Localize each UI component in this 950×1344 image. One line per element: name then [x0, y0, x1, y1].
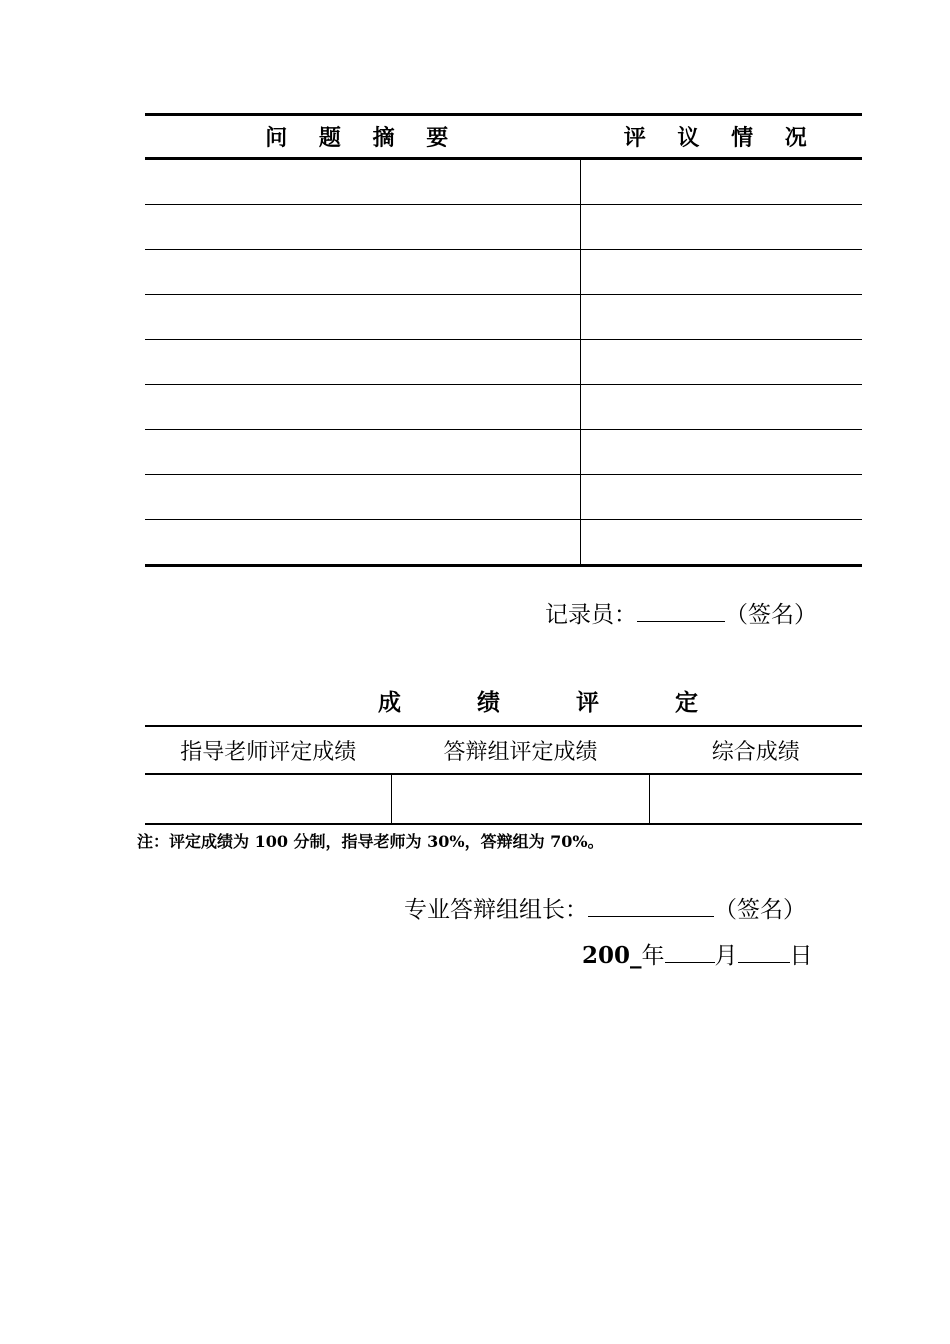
question-cell[interactable]: [145, 340, 581, 385]
comment-cell[interactable]: [581, 159, 863, 205]
comment-cell[interactable]: [581, 250, 863, 295]
qa-row: [145, 475, 862, 520]
leader-sign-hint: （签名）: [714, 897, 806, 923]
comment-cell[interactable]: [581, 385, 863, 430]
question-summary-header: 问 题 摘 要: [145, 115, 581, 159]
qa-row: [145, 340, 862, 385]
year-prefix: 200_: [582, 942, 642, 969]
recorder-signature-blank[interactable]: [637, 599, 725, 622]
advisor-grade-header: 指导老师评定成绩: [145, 726, 392, 774]
review-comments-header: 评 议 情 况: [581, 115, 863, 159]
grade-table: [145, 725, 862, 825]
final-grade-header: 综合成绩: [650, 726, 863, 774]
qa-record-table: [145, 113, 862, 567]
advisor-grade-cell[interactable]: [145, 774, 392, 824]
qa-header-row: [145, 115, 862, 159]
day-blank[interactable]: [738, 940, 790, 963]
comment-cell[interactable]: [581, 340, 863, 385]
month-blank[interactable]: [665, 940, 715, 963]
comment-cell[interactable]: [581, 520, 863, 566]
leader-signature-blank[interactable]: [588, 894, 714, 917]
day-label: 日: [789, 943, 813, 969]
question-cell[interactable]: [145, 295, 581, 340]
qa-row: [145, 385, 862, 430]
grade-header-row: [145, 726, 862, 774]
grade-value-row: [145, 774, 862, 824]
comment-cell[interactable]: [581, 430, 863, 475]
recorder-label: 记录员：: [545, 602, 637, 628]
question-cell[interactable]: [145, 520, 581, 566]
question-cell[interactable]: [145, 159, 581, 205]
leader-signature-line: [404, 891, 806, 924]
year-label: 年: [641, 943, 665, 969]
recorder-signature-line: [545, 596, 817, 629]
qa-row: [145, 159, 862, 205]
comment-cell[interactable]: [581, 475, 863, 520]
qa-row: [145, 205, 862, 250]
recorder-sign-hint: （签名）: [725, 602, 817, 628]
qa-row: [145, 250, 862, 295]
qa-row: [145, 520, 862, 566]
question-cell[interactable]: [145, 475, 581, 520]
qa-row: [145, 295, 862, 340]
grade-section-title: 成 绩 评 定: [378, 689, 733, 716]
comment-cell[interactable]: [581, 205, 863, 250]
month-label: 月: [714, 943, 738, 969]
leader-label: 专业答辩组组长：: [404, 897, 588, 923]
question-cell[interactable]: [145, 430, 581, 475]
committee-grade-cell[interactable]: [392, 774, 650, 824]
comment-cell[interactable]: [581, 295, 863, 340]
question-cell[interactable]: [145, 250, 581, 295]
question-cell[interactable]: [145, 385, 581, 430]
final-grade-cell[interactable]: [650, 774, 863, 824]
qa-row: [145, 430, 862, 475]
grading-note: 注：评定成绩为 100 分制，指导老师为 30%，答辩组为 70%。: [137, 832, 604, 851]
question-cell[interactable]: [145, 205, 581, 250]
date-line: [582, 937, 813, 970]
committee-grade-header: 答辩组评定成绩: [392, 726, 650, 774]
